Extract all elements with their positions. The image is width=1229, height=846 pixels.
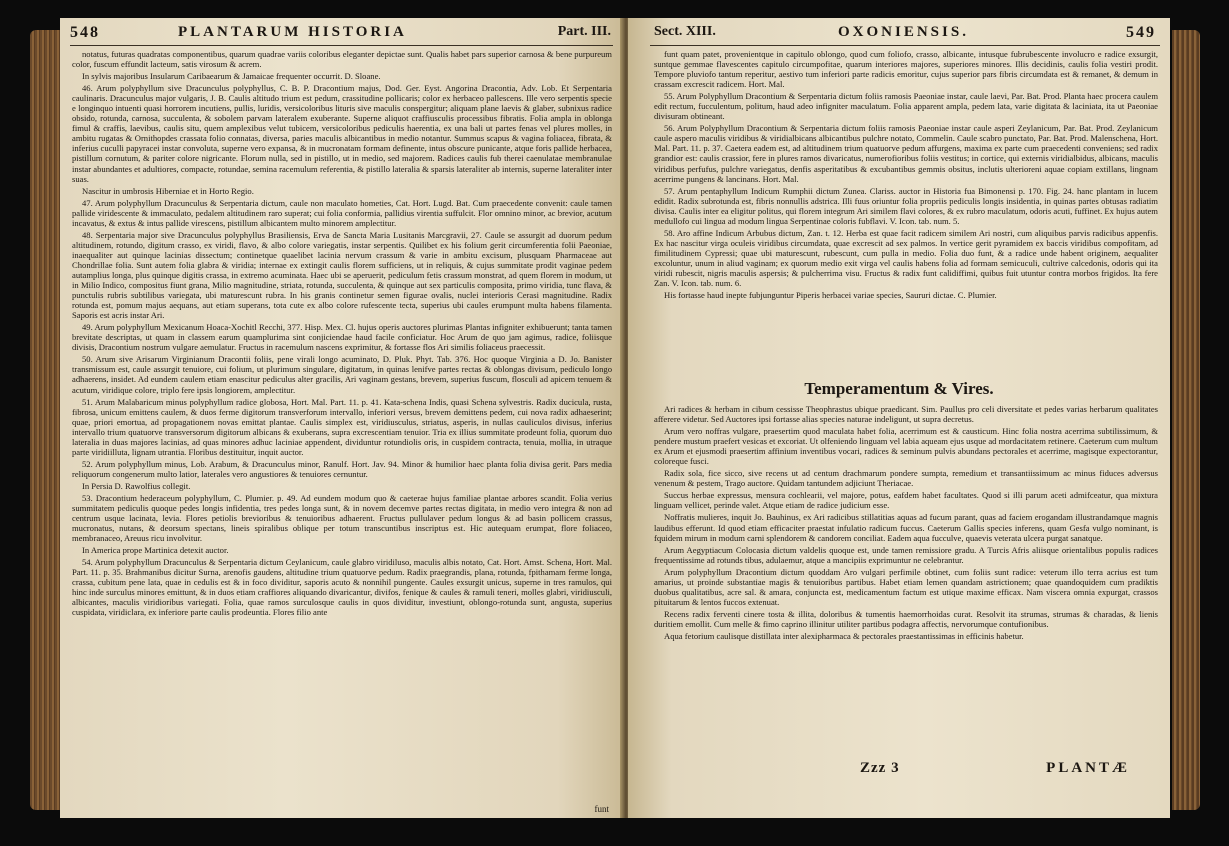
right-page [628,18,1170,818]
left-paragraph: In America prope Martinica detexit auctor. [82,545,229,556]
left-paragraph: 52. Arum polyphyllum minus, Lob. Arabum, & Dracunculus minor, Ranulf. Hort. Jav. 94. Minor & humilior haec planta folia divisa gerit. Pars media reliquorum congenerum multo latior, laterales vero angustiores & tenuiores cernuntur. [72,458,612,479]
open-book [30,10,1200,836]
header-rule-right [650,45,1160,46]
page-number-left: 548 [70,24,100,41]
page-number-right: 549 [1126,24,1156,41]
catchword-right: PLANTÆ [1046,760,1130,776]
left-paragraph: 47. Arum polyphyllum Dracunculus & Serpentaria dictum, caule non maculato hometies, Cat. Hort. Lugd. Bat. Cum praecedente convenit: caule tamen pallide viridescente & immaculato, pedalem altitudinem raro superat; cui folia conformia, pallidius virentia suffulcit. Flor omnino minor, ac brevior, acutum incavatus, & extus & intus pallide virescens, pistillum albicantem multo minorem amplectitur. [72,197,612,228]
section-title: Temperamentum & Vires. [804,379,994,398]
vires-paragraph: Noffratis mulieres, inquit Jo. Bauhinus, ex Ari radicibus stillatitias aquas ad fucum parant, quas ad faciem erogandam illustrandamque magnis laudibus efferunt. Id quod etiam efficaciter praestat infulatio radicum fuccus. Caeterum Gallis species inferens, quam Gesfa vulgo nominant, is fquidem mirum in modum carni splendorem & candorem conciliat. Eadem aqua fucculve, quaevis veterata ulcera purgat sanatque. [654,512,1158,543]
part-label: Part. III. [557,24,611,39]
vires-paragraph: Recens radix ferventi cinere tosta & illita, doloribus & tumentis haemorrhoidas curat. Resolvit ita strumas, strumas & charadas, & lienis duritiem emollit. Cum melle & fimo caprino illinitur utiliter partibus podagra affectis, nervorumque contufionibus. [654,608,1158,629]
left-paragraph: In Persia D. Rawolfius collegit. [82,480,191,491]
left-paragraph: 54. Arum polyphyllum Dracunculus & Serpentaria dictum Ceylanicum, caule glabro viridiluso, maculis albis notato, Cat. Hort. Amst. Schena, Hort. Mal. Part. 11. p. 35. Brahmanibus dicitur Surna, arenofis gaudens, altitudine trium quatuorve pedum. Radix praegrandis, plana, rotunda, fpithamam ferme longa, crassa, cubitum pene lata, quae in cedulis est & in foco dividitur, saporis acuto & nonnihil pungente. Caules exsurgit unicus, superne in tres ramulos, qui hinc inde surculus minores emittunt, & in duos etiam craffiores aliquando divaricantur, divifos, fenique & caules & ramuli teneri, molles glabri, viridiusculi, albicantes, maculis viridioribus variegati. Folia, quae ramos surculosque caulis in quos dividitur, investiunt, oblongo-rotunda sunt, angusta, superius cuspidata, viridiclara, ex inferiore parte caulis prodeuntia. Flores filio ante [72,557,612,618]
left-paragraph: In sylvis majoribus Insularum Caribaearum & Jamaicae frequenter occurrit. D. Sloane. [82,71,381,82]
left-paragraph: 49. Arum polyphyllum Mexicanum Hoaca-Xochitl Recchi, 377. Hisp. Mex. Cl. hujus operis auctores plurimas Plantas infigniter exhibuerunt; tanta tamen brevitate descriptas, ut quam in classem earum quamplurima sint conjiciendae haud facile conficiatur. Hoc Arum de quo jam agimus, radice, foliisque divisis, Dracontium nostrum vulgare aemulatur. Fructus in racemulum nascens exprimitur, & fortasse flos Ari similis foliaceus praecessit. [72,322,612,353]
vires-paragraph: Arum vero noffras vulgare, praesertim quod maculata habet folia, acerrimum est & causticum. Hinc folia nostra acerrima subtilissimum, & pendere mustum praefert vesicas et excoriat. Ut olfeniendo linguam vel labia aqueam ejus usque ad mordacitatem retinere. Caeterum cum multum ex Arum et ejusmodi praesertim affinium inventibus vocari, radices & seminum pulvis abundans pectorales et acerrime, magisque expectorantur, coloreque fusci. [654,426,1158,467]
vires-paragraph: Arum polyphyllum Dracontium dictum quoddam Aro vulgari perfimile obtinet, cum foliis sunt radice: veterum illo terra acrius est tum amarius, ut proinde substantiae magis & tenuioribus partibus. Habet etiam lemen quandam astrictionem; quae quandoquidem cum pradiktis duobus qualitatibus, acre sal. & amara, conjuncta est, medicamentum factum est utique maxime efficax. Nam viscera omnia expurgat, crassos pituitarum & lentos fuccos extenuat. [654,566,1158,607]
left-paragraph: 50. Arum sive Arisarum Virginianum Dracontii foliis, pene virali longo acuminato, D. Pluk. Phyt. Tab. 376. Hoc quoque Virginia a D. Jo. Banister transmissum est, caule assurgit tenuiore, cui folium, ut plurimum singulare, digitatum, in quinas lenifve partes rectas & oblongas divisum, pediculo longo adhaerens, insidet. Ad eundem caulem etiam enascitur pediculus alter gracilis, Ari vaginam gestans, brevem, superius fuscum, flosculi ad apicem tenuem & acutum, viridique colore, triplo fere ipsis longiorem, amplectitur. [72,354,612,395]
right-page-body [654,49,1158,371]
right-paragraph: 55. Arum Polyphyllum Dracontium & Serpentaria dictum foliis ramosis Paeoniae instar, caule laevi, Par. Bat. Prod. Planta haec procera caulem edit rectum, fucculentum, politum, haud adeo infigniter maculatum. Folia apparent ampla, pedem lata, varie digitata & laciniata, ita ut Paeoniae divisuram obtineant. [654,91,1158,122]
right-paragraph: funt quam patet, provenientque in capitulo oblongo, quod cum foliofo, crasso, albicante, intusque fubrubescente involucro e radice exsurgit, suntque gemmae flavescentes capitulo circumpofitae, quarum interiores majores, superiores minores. Illis decidinis, caulis folia vestiri prodit. Tempore pluviofo tantum reperitur, aestivo tum inferiori parte radicis emoritur, cujus superior pars fibris circumdata est & remanet, & demum in crassam excrescit radicem. Hort. Mal. [654,49,1158,90]
vires-paragraph: Aqua fetorium caulisque distillata inter alexipharmaca & pectorales praestantissimas in efficinis habetur. [664,630,1024,641]
vires-paragraph: Radix sola, fice sicco, sive recens ut ad centum drachmarum pondere sumpta, remedium et transantiissimum ac minus fiduces adversus venenum & pestem, Trago auctore. Quidam tantundem adjiciunt Theriacae. [654,468,1158,489]
right-page-edges [1172,30,1200,810]
vires-paragraph: Arum Aegyptiacum Colocasia dictum valdelis quoque est, unde tamen remissiore gradu. A Turcis Afris aliisque orientalibus populis radices frequentissime ad rotunds tibus, adulaemur, atque a mancipiis exprimuntur ne celebrantur. [654,544,1158,565]
left-page-edges [30,30,64,810]
left-paragraph: 51. Arum Malabaricum minus polyphyllum radice globosa, Hort. Mal. Part. 11. p. 41. Kata-schena Indis, quasi Schena sylvestris. Radix ducicula, rusta, fibrosa, unicum emittens caulem, & duos ferme digitorum transverforum intervallo, inferiori versus, brevem demittens pedem, cui nova radix adhaeserint; quae, priori emortua, ad propagationem novas emittat plantae. Caulis simplex est, viridiusculus, striatus, asperis, in nullas cauliculos divisus, inferius intervallo trium quatuorve transversorum digitorum albicans & exuberans, supra excrescentiam tenuior. Tria ex illius summitate prodeunt folia, quorum duo lateralia in duas majores lacinias, ad quas minores adhuc laciniae appendent, dividuntur rotundiolis oris, in cuspidem contracta, tenuia, mollia, in utraque parte viridiilluta, lignam utrantia. Floribus destituitur, inquit auctor. [72,396,612,457]
vires-body [654,404,1158,740]
running-head-right: OXONIENSIS. [838,24,969,40]
right-paragraph: 56. Arum Polyphyllum Dracontium & Serpentaria dictum foliis ramosis Paeoniae instar caule asperi Zeylanicum, Par. Bat. Prod. Zeylanicum caule aspero maculis viridibus & viridialbicans albicantibus pulchre notato, Commelin. Caule scabro punctato, Par. Bat. Prod. Malenschena, Hort. Mal. Part. 11. p. 37. Caetera eadem est, ad altitudinem trium quatuorve pedum affurgens, maxima ex parte cum praecedenti conveniens; sed radix grandior est: caulis crassior, fere in plures ramos divaricatus, numerofioribus foliis vestitus; in cortice, qui externis viridialbidus, albicans, maculis viridibus perfufus, pulchre variegatus, denfis asperitatibus & excubantibus gemmis obsitus, inclutis ulterioreni aquae copiam extillans, lingnam acerrime pungens & lancinans. Hort. Mal. [654,123,1158,184]
header-rule [70,45,613,46]
vires-paragraph: Succus herbae expressus, mensura cochlearii, vel majore, potus, eafdem habet facultates. Quod si illi parum aceti admifceatur, qua mixtura linguam vellicet, perinde valet. Atque etiam de radice judicium esse. [654,490,1158,511]
right-paragraph: 57. Arum pentaphyllum Indicum Rumphii dictum Zunea. Clariss. auctor in Historia fua Bimonensi p. 170. Fig. 24. hanc plantam in lucem edidit. Radix subrotunda est, fibris nonnullis adstrica. Illi fuus oriuntur folia propriis pediculis longis insidentia, in quinas partes obtusas radiatim divisa. Caulis inter ea eligitur politus, qui florem integrum Ari similem flavi colores, & ex rubro maculatum, odoris acuti, fuffinet. Ex hujus autem medullofo cui lingua ad modum lingua Serpentinae coloris fubflavi. V. Icon. tab. num. 5. [654,185,1158,226]
vires-paragraph: Ari radices & herbam in cibum cessisse Theophrastus ubique praedicant. Sim. Paullus pro celi diversitate et pedes varias herbarum qualitates afferere videtur. Sed Auctores ipsi fortasse alias species naturae indeligunt, ut supra decretus. [654,404,1158,425]
right-paragraph: 58. Aro affine Indicum Arbubus dictum, Zan. t. 12. Herba est quae facit radicem similem Ari nostri, cum aliquibus parvis radicibus appenfis. Ex hac nascitur virga oculeis viridibus circumdata, quae excrescit ad sex palmos. In vertice gerit pyramidem ex baccis viridibus compofitam, ad fimilitudinem Cypressi; quae ubi maturescunt, rubescunt, cum pulla in medio. Folia duo funt, & a radice unde habent originem, aequaliter excoluntur, unum in aliud vaginam; ex quorum medio exit virga vel caulis habens folia ad formam semicuculi, cultrive calcedonis, odoris qui ita viridi rubescit, nigris maculis aspersis; & pulcherrima visu. Fructus & radix funt calidiffimi, quibus fuit utuntur contra morbos frigidos. Ita fere Zan. V. Icon. tab. num. 6. [654,227,1158,289]
left-paragraph: 53. Dracontium hederaceum polyphyllum, C. Plumier. p. 49. Ad eundem modum quo & caeterae hujus familiae plantae arbores scandit. Folia verius summitatem pediculis quoque pedes longis infidentia, tres pedes longa sunt, & in novem decemve partes rectas digitata, in medio vero integra & non ad centrum usque lacinata, levia. Flores petiolis brevioribus & tenuioribus adhaerent. Fructus pullulaver pedum longus & ad basin pollicem crassus, mucronatus, nutans, & deorsum spectans, lineis spiralibus oblique per totum transcuntibus inscriptus est. Hic autequam erumpat, flore foliaceo, membranaceo, Areuus ricu involvitur. [72,492,612,544]
left-page [60,18,625,818]
left-page-body [72,49,612,805]
section-label: Sect. XIII. [654,24,716,39]
left-paragraph: 48. Serpentaria major sive Dracunculus polyphyllus Brasiliensis, Erva de Sancta Maria Lusitanis Marcgravii, 27. Caule se assurgit ad duorum pedum altitudinem, rotundo, digitum crasso, ex viridi, flavo, & albo colore variegatis, instar serpentis. Quilibet ex his folium gerit circumferentia folii Paeoniae, inaequaliter aut quinque lacinias dissectum; continetque quaelibet lacinia nervum crassum & varie in ambitu excisum, plusquam Pharmaceae aut Chondrillae folia. Sunt autem folia glabra & viridia; internae ex extingit caulis florem sufficiens, ut in reliquis, & cujus summitate prodit vaginae pedem autamplius longa, plus quinque digitis crassa, in extremo acuminata. Haec ubi se aperuerit, pediculum fetis crassum monstrat, ad quem florem in modum, ut in Milio Indico, compositus fiunt grana, Milio magnitudine, striata, rotunda, succulenta, & quinque aut sex particulis composita, primo viridia, tunc flava, & punctulis rubris subtilibus variegata, ubi maturescunt rubra. In his granis continetur semen figurae ovalis, nuclei interioris Cerasi magnitudine. Radix rotunda est, pomum majus aequans, aut etiam superans, tota cute ex albo colore rufescente tecta, superius ubi caules erumpunt multa habens filamenta. Saporis est acris instar Ari. [72,229,612,321]
catchword-left: funt [594,804,609,814]
left-paragraph: 46. Arum polyphyllum sive Dracunculus polyphyllus, C. B. P. Dracontium majus, Dod. Ger. Eyst. Angorina Dracontia, Adv. Lob. Et Serpentaria caulinaris. Dracunculus major vulgaris, J. B. Caulis altitudo trium est pedum, crassitudine pollicaris; color ex herbaceo pallescens. Ille vero serpentis specie e longinquo intuenti quasi horrorem incutiens, pullis, luridis, versicoloribus lituris sive maculis conspergitur; aliquam plane laevis & glaber, subnixus radice obsido, rotunda, carnosa, succulenta, & sobolem parvam lateralem exuberante. Superne aliquot craffiusculis processibus fibratis. Folia ampla in oblonga fimul & craffis, laevibus, caulis situ, quem amplexibus velut tubicem, versicoloribus pediculis haerentia, ex una bali ut partes fenas vel plures molles, in ambitu rugatas & Ornithopdes crassata folio connatas, diversa, paries maculis albicantibus in medio notantur. Summus scapus & vagina foliacea, fibrata, & inferius cuculli papyracei instar convoluta, superne vero expansa, & in mucronatam formam definente, intus obscure punicante, atque foris pallide herbacea, pistillum cornutum, & pariter colore nigricante. Florum nulla, sed in pistillo, ut in medio, sed majorem. Radices caulis fub therei caenulatae membranulae instar abundantes et adultiores, compacte, rotundae, semina racemulum referentia, & pistillo lateralia & sparsis lateraliter ab internis, superne lateraliter inter suas. [72,83,612,184]
right-paragraph: His fortasse haud inepte fubjunguntur Piperis herbacei variae species, Saururi dictae. C. Plumier. [664,290,997,301]
signature-mark: Zzz 3 [860,760,900,776]
left-paragraph: Nascitur in umbrosis Hiberniae et in Horto Regio. [82,185,254,196]
left-paragraph: notatus, futuras quadratas componentibus, quarum quadrae variis coloribus eleganter depictae sunt. Qualis habet pars superior carnosa & bene purpureum color, fuscum effundit lacteum, satis virosum & acrem. [72,49,612,70]
running-head-left: PLANTARUM HISTORIA [178,24,407,40]
